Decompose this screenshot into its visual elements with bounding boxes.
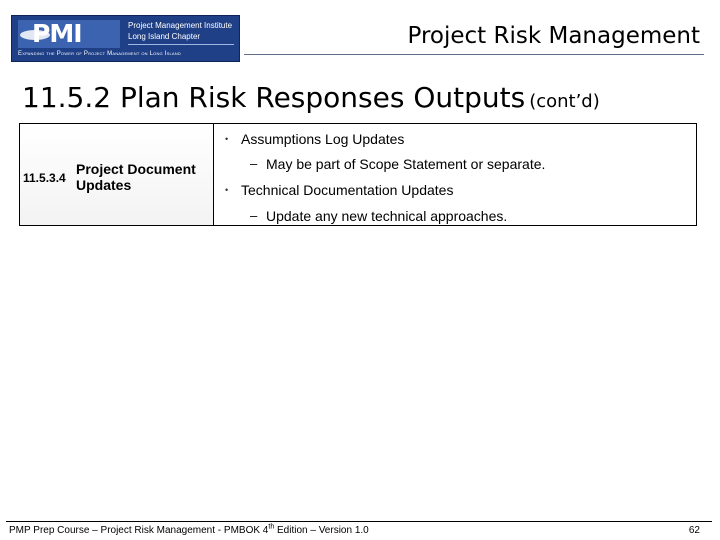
- section-name: Project Document Updates: [76, 161, 196, 193]
- list-item-text: Assumptions Log Updates: [241, 131, 405, 147]
- footer-text-main: PMP Prep Course – Project Risk Management - PMBOK 4: [9, 525, 269, 536]
- logo-divider: [128, 44, 234, 45]
- pmi-logo: [11, 15, 240, 62]
- sub-list-item-text: Update any new technical approaches.: [266, 208, 508, 224]
- logo-tagline: Expanding the Power of Project Management on Long Island: [18, 51, 181, 57]
- bullet-icon: •: [225, 134, 229, 144]
- bullet-icon: •: [225, 185, 229, 195]
- footer-divider: [6, 521, 712, 522]
- details-cell: [215, 124, 696, 225]
- content-table: [19, 123, 697, 226]
- section-number: 11.5.3.4: [23, 171, 66, 185]
- logo-line-2: Long Island Chapter: [128, 32, 201, 41]
- logo-line-1: Project Management Institute: [128, 21, 233, 30]
- slide-title: [22, 80, 600, 120]
- header-divider: [244, 54, 704, 55]
- slide-title-suffix: (cont’d): [529, 91, 600, 112]
- list-item-text: Technical Documentation Updates: [241, 182, 454, 198]
- dash-icon: –: [250, 156, 258, 171]
- sub-list-item-text: May be part of Scope Statement or separate.: [266, 156, 546, 172]
- footer-text-end: Edition – Version 1.0: [274, 525, 369, 536]
- footer-text: [9, 524, 369, 537]
- section-cell: [20, 124, 214, 225]
- logo-mark-text: PMI: [32, 19, 82, 48]
- header-title: Project Risk Management: [407, 23, 700, 49]
- footer-superscript: th: [268, 523, 275, 531]
- page-number: 62: [688, 525, 700, 536]
- pmi-logo-mark: [18, 20, 120, 48]
- dash-icon: –: [250, 208, 258, 223]
- slide-title-main: 11.5.2 Plan Risk Responses Outputs: [22, 81, 526, 114]
